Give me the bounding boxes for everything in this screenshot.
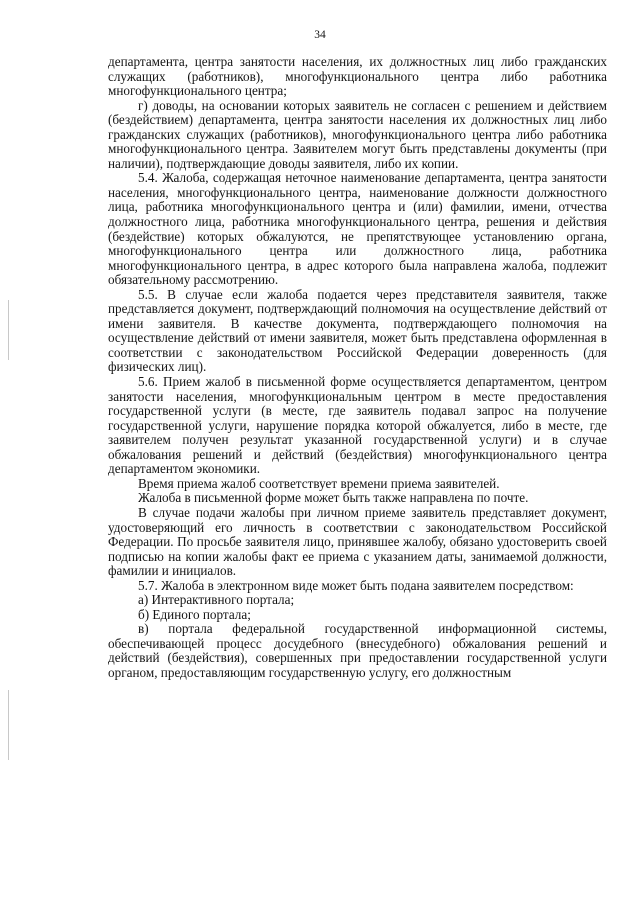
paragraph: Время приема жалоб соответствует времени приема заявителей. <box>138 475 500 491</box>
list-item: в) портала федеральной государственной информационной системы, обеспечивающей процесс досудебного (внесудебного) обжалования решений и действий (бездействия), совершенных при предоставлении государственной услуги органом, предоставляющим государственную услугу, его должностным <box>108 621 607 680</box>
paragraph: 5.5. В случае если жалоба подается через представителя заявителя, также представляется документ, подтверждающий полномочия на осуществление действий от имени заявителя. В качестве документа, подтверждающего полномочия на осуществление действий от имени заявителя, может быть представлена оформленная в соответствии с законодательством Российской Федерации доверенность (для физических лиц). <box>108 286 607 375</box>
paragraph: Жалоба в письменной форме может быть также направлена по почте. <box>138 490 529 506</box>
page-number: 34 <box>314 29 326 41</box>
paragraph: 5.4. Жалоба, содержащая неточное наименование департамента, центра занятости населения, многофункционального центра, наименование должности должностного лица, работника многофункционального центра и (или) фамилии, имени, отчества должностного лица, работника многофункционального центра, решения и действия (бездействие) которых обжалуются, не препятствующее установлению органа, многофункционального центра или должностного лица, работника многофункционального центра, в адрес которого была направлена жалоба, подлежит обязательному рассмотрению. <box>108 170 607 288</box>
scan-margin-mark <box>8 300 9 360</box>
paragraph: департамента, центра занятости населения, их должностных лиц либо гражданских служащих (работников), многофункционального центра либо работника многофункционального центра; <box>108 54 607 99</box>
paragraph: В случае подачи жалобы при личном приеме заявитель представляет документ, удостоверяющий его личность в соответствии с законодательством Российской Федерации. По просьбе заявителя лицо, принявшее жалобу, обязано удостоверить своей подписью на копии жалобы факт ее приема с указанием даты, занимаемой должности, фамилии и инициалов. <box>108 504 607 579</box>
paragraph: 5.6. Прием жалоб в письменной форме осуществляется департаментом, центром занятости населения, многофункциональным центром в месте предоставления государственной услуги (в месте, где заявитель подавал запрос на получение государственной услуги, нарушение порядка которой обжалуется, либо в месте, где заявителем получен результат указанной государственной услуги) и в случае обжалования решений и действий (бездействия) многофункционального центра департаментом экономики. <box>108 374 607 477</box>
document-body <box>108 55 607 681</box>
paragraph: 5.7. Жалоба в электронном виде может быть подана заявителем посредством: <box>138 577 574 593</box>
scan-margin-mark <box>8 690 9 760</box>
list-item: б) Единого портала; <box>138 606 251 622</box>
list-item: а) Интерактивного портала; <box>138 592 295 608</box>
paragraph: г) доводы, на основании которых заявитель не согласен с решением и действием (бездействием) департамента, центра занятости населения их должностных лиц либо гражданских служащих (работников), многофункционального центра либо работника многофункционального центра. Заявителем могут быть представлены документы (при наличии), подтверждающие доводы заявителя, либо их копии. <box>108 97 607 171</box>
